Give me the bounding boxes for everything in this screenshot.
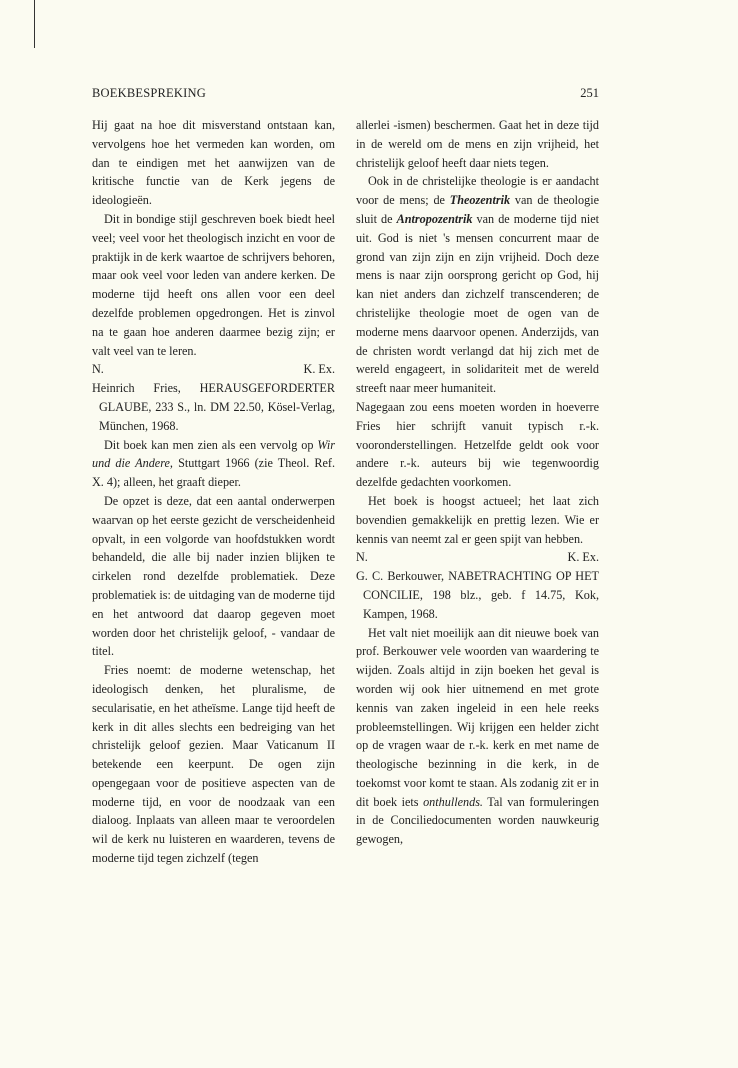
text: Dit boek kan men zien als een vervolg op	[104, 437, 314, 452]
book-title: Wir und die Andere,	[92, 437, 336, 471]
paragraph	[356, 624, 599, 850]
book-reference: Heinrich Fries, HERAUSGEFORDERTER GLAUBE, 233 S., ln. DM 22.50, Kösel-Verlag, München, 1968.	[92, 381, 335, 433]
review-signature	[92, 360, 335, 379]
page-number: 251	[580, 86, 599, 100]
emphasis-term: Antropozentrik	[396, 211, 473, 226]
text: Stuttgart 1966 (zie Theol. Ref. X. 4); alleen, het graaft dieper.	[92, 456, 335, 490]
paragraph: Fries noemt: de moderne wetenschap, het ideologisch denken, het pluralisme, de secularisatie, en het atheïsme. Lange tijd heeft de kerk in dit alles slechts een bedreiging van het christelijk geloof gezien. Maar Vaticanum II betekende een keerpunt. De ogen zijn opengegaan voor de positieve aspecten van de moderne tijd, en voor de noodzaak van een dialoog. Inplaats van alleen maar te veroordelen wil de kerk nu luisteren en waarderen, tevens de moderne tijd tegen zichzelf (tegen	[92, 663, 335, 866]
paragraph: Dit in bondige stijl geschreven boek biedt heel veel; veel voor het theologisch inzicht en voor de praktijk in de kerk waartoe de schrijvers behoren, maar ook veel voor leden van andere kerken. De moderne tijd heeft ons allen voor een deel dezelfde problemen opgedrongen. Het is zinvol na te gaan hoe anderen daarmee bezig zijn; er valt veel van te leren.	[92, 211, 335, 358]
paragraph: De opzet is deze, dat een aantal onderwerpen waarvan op het eerste gezicht de verscheidenheid opvalt, in een volgorde van hoofdstukken wordt behandeld, die alle bij nader inzien blijken te cirkelen rond dezelfde problematiek. Deze problematiek is: de uitdaging van de moderne tijd en het antwoord dat daarop gegeven moet worden door het christelijk geloof, - vandaar de titel.	[92, 493, 335, 659]
paragraph: allerlei -ismen) beschermen. Gaat het in deze tijd in de wereld om de mens en zijn vrijheid, het christelijk geloof heeft daar niets tegen.	[356, 118, 599, 170]
paragraph: Nagegaan zou eens moeten worden in hoeverre Fries hier schrijft vanuit typisch r.-k. vooronderstellingen. Hetzelfde geldt ook voor andere r.-k. auteurs bij wie tegenwoordig dezelfde gedachten voorkomen.	[356, 399, 599, 490]
paragraph: Hij gaat na hoe dit misverstand ontstaan kan, vervolgens hoe het vermeden kan worden, om dan te eindigen met het aanwijzen van de kritische functie van de Kerk jegens de ideologieën.	[92, 118, 335, 208]
left-column	[92, 116, 335, 868]
signature-name: K. Ex.	[567, 550, 599, 565]
text: Tal van formuleringen in de Conciliedocumenten worden nauwkeurig gewogen,	[356, 794, 600, 847]
right-column	[356, 116, 599, 849]
text: Het valt niet moeilijk aan dit nieuwe boek van prof. Berkouwer vele woorden van waardering te wijden. Zoals altijd in zijn boeken het geval is worden wij ook hier uitnemend en met grote kennis van zaken ingeleid in een hele reeks probleemstellingen. Wij krijgen een helder zicht op de vragen waar de r.-k. kerk en met name de theologische bezinning in die kerk, in de toekomst voor komt te staan. Als zodanig zit er in dit boek iets	[356, 625, 599, 809]
review-signature	[356, 548, 599, 567]
paragraph	[92, 436, 335, 492]
paragraph: Het boek is hoogst actueel; het laat zich bovendien gemakkelijk en prettig lezen. Wie er kennis van neemt zal er geen spijt van hebben.	[356, 493, 599, 546]
book-reference: G. C. Berkouwer, NABETRACHTING OP HET CONCILIE, 198 blz., geb. f 14.75, Kok, Kampen, 1968.	[356, 569, 599, 621]
paragraph	[356, 172, 599, 398]
margin-edge-line	[34, 0, 35, 48]
text: Ook in de christelijke theologie is er aandacht voor de mens; de	[356, 174, 599, 208]
text: van de moderne tijd niet uit. God is niet 's mensen concurrent maar de grond van zijn zijn en zijn vrijheid. Doch deze mens is naar zijn oorsprong gericht op God, hij kan niet anders dan zichzelf transcenderen; de christelijke theologie moet de ogen van de moderne mens daarvoor openen. Anderzijds, van de christen wordt verlangd dat hij zich met de wereld engageert, in solidariteit met de wereld streeft naar meer humaniteit.	[356, 211, 600, 396]
signature-initial: N.	[356, 550, 368, 565]
running-head: BOEKBESPREKING	[92, 86, 206, 100]
signature-name: K. Ex.	[303, 362, 335, 377]
emphasis-term: onthullends.	[423, 794, 483, 809]
emphasis-term: Theozentrik	[449, 193, 511, 208]
signature-initial: N.	[92, 362, 104, 377]
text: van de theologie sluit de	[356, 193, 600, 226]
